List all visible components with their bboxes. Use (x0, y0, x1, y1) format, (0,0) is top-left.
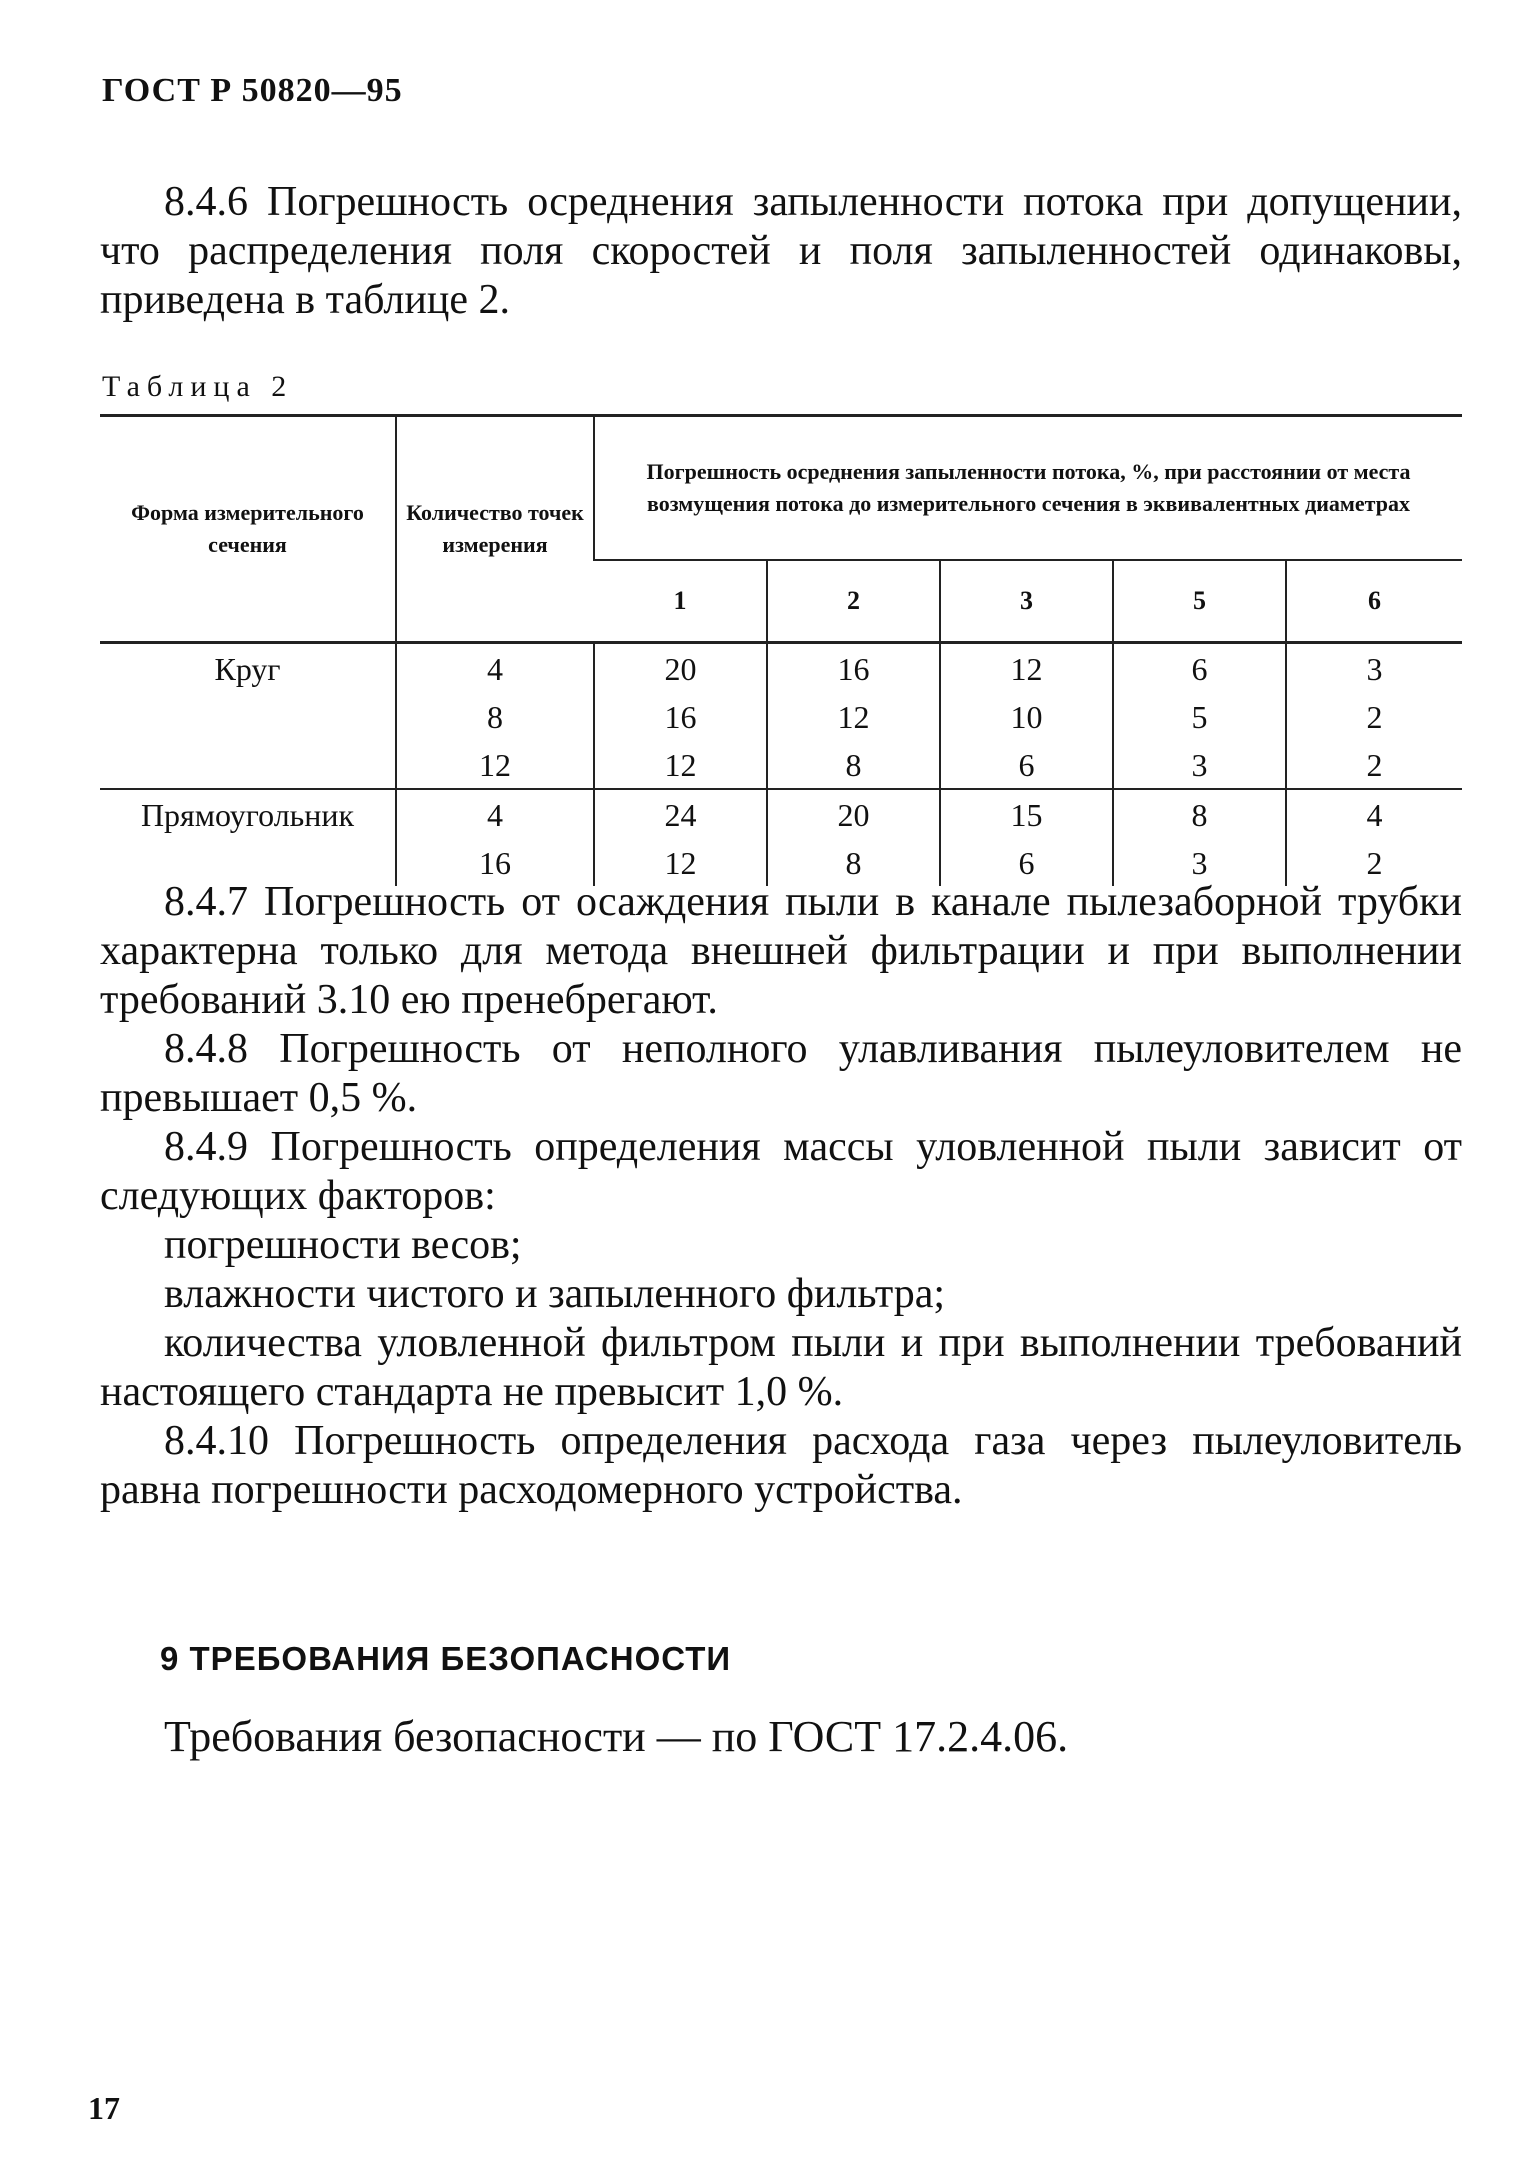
table-row (100, 789, 1462, 838)
section-text: Требования безопасности — по ГОСТ 17.2.4.06. (164, 1712, 1069, 1761)
table-row (100, 740, 1462, 789)
cell-points: 8 (396, 692, 594, 740)
cell-value: 24 (594, 789, 767, 838)
cell-value: 12 (594, 740, 767, 789)
list-item: количества уловленной фильтром пыли и при выполнении требований настоящего стандарта не превысит 1,0 %. (100, 1320, 1462, 1415)
paragraph-8-4-8: 8.4.8 Погрешность от неполного улавливания пылеуловителем не превышает 0,5 %. (100, 1026, 1462, 1121)
table-row (100, 643, 1462, 693)
document-header: ГОСТ Р 50820—95 (102, 72, 403, 109)
cell-value: 10 (940, 692, 1113, 740)
cell-value: 15 (940, 789, 1113, 838)
cell-shape (100, 740, 396, 789)
column-header-distance: 5 (1113, 560, 1286, 643)
cell-value: 8 (767, 838, 940, 886)
cell-points: 12 (396, 740, 594, 789)
list-item: погрешности весов; (164, 1222, 522, 1268)
cell-value: 6 (940, 740, 1113, 789)
error-table (100, 414, 1462, 886)
paragraph-8-4-10: 8.4.10 Погрешность определения расхода газа через пылеуловитель равна погрешности расходомерного устройства. (100, 1418, 1462, 1513)
cell-value: 12 (767, 692, 940, 740)
paragraph-8-4-9: 8.4.9 Погрешность определения массы уловленной пыли зависит от следующих факторов: (100, 1124, 1462, 1219)
cell-value: 12 (594, 838, 767, 886)
cell-value: 3 (1286, 643, 1462, 693)
cell-value: 6 (940, 838, 1113, 886)
cell-value: 2 (1286, 740, 1462, 789)
section-title: 9 ТРЕБОВАНИЯ БЕЗОПАСНОСТИ (160, 1640, 732, 1677)
cell-points: 4 (396, 643, 594, 693)
cell-shape (100, 692, 396, 740)
cell-points: 4 (396, 789, 594, 838)
column-header-shape: Форма измерительного сечения (100, 416, 396, 643)
cell-value: 3 (1113, 740, 1286, 789)
cell-value: 2 (1286, 838, 1462, 886)
column-header-distance: 2 (767, 560, 940, 643)
column-header-points: Количество точек измерения (396, 416, 594, 643)
cell-value: 4 (1286, 789, 1462, 838)
table-caption: Таблица 2 (102, 370, 294, 403)
column-header-distance: 6 (1286, 560, 1462, 643)
table-row (100, 692, 1462, 740)
cell-value: 12 (940, 643, 1113, 693)
cell-value: 8 (1113, 789, 1286, 838)
cell-value: 20 (767, 789, 940, 838)
cell-value: 16 (594, 692, 767, 740)
column-header-distance: 3 (940, 560, 1113, 643)
cell-value: 3 (1113, 838, 1286, 886)
paragraph-8-4-7: 8.4.7 Погрешность от осаждения пыли в канале пылезаборной трубки характерна только для метода внешней фильтрации и при выполнении требований 3.10 ею пренебрегают. (100, 879, 1462, 1023)
column-header-error-group: Погрешность осреднения запыленности потока, %, при расстоянии от места возмущения потока до измерительного сечения в эквивалентных диаметрах (594, 416, 1462, 561)
paragraph-8-4-6: 8.4.6 Погрешность осреднения запыленности потока при допущении, что распределения поля скоростей и поля запыленностей одинаковы, приведена в таблице 2. (100, 179, 1462, 323)
cell-shape: Круг (100, 643, 396, 693)
cell-value: 2 (1286, 692, 1462, 740)
page-number: 17 (88, 2090, 120, 2126)
cell-shape: Прямоугольник (100, 789, 396, 838)
cell-value: 6 (1113, 643, 1286, 693)
cell-value: 16 (767, 643, 940, 693)
cell-value: 20 (594, 643, 767, 693)
column-header-distance: 1 (673, 586, 687, 615)
cell-value: 5 (1113, 692, 1286, 740)
cell-points: 16 (396, 838, 594, 886)
cell-value: 8 (767, 740, 940, 789)
list-item: влажности чистого и запыленного фильтра; (164, 1271, 946, 1317)
